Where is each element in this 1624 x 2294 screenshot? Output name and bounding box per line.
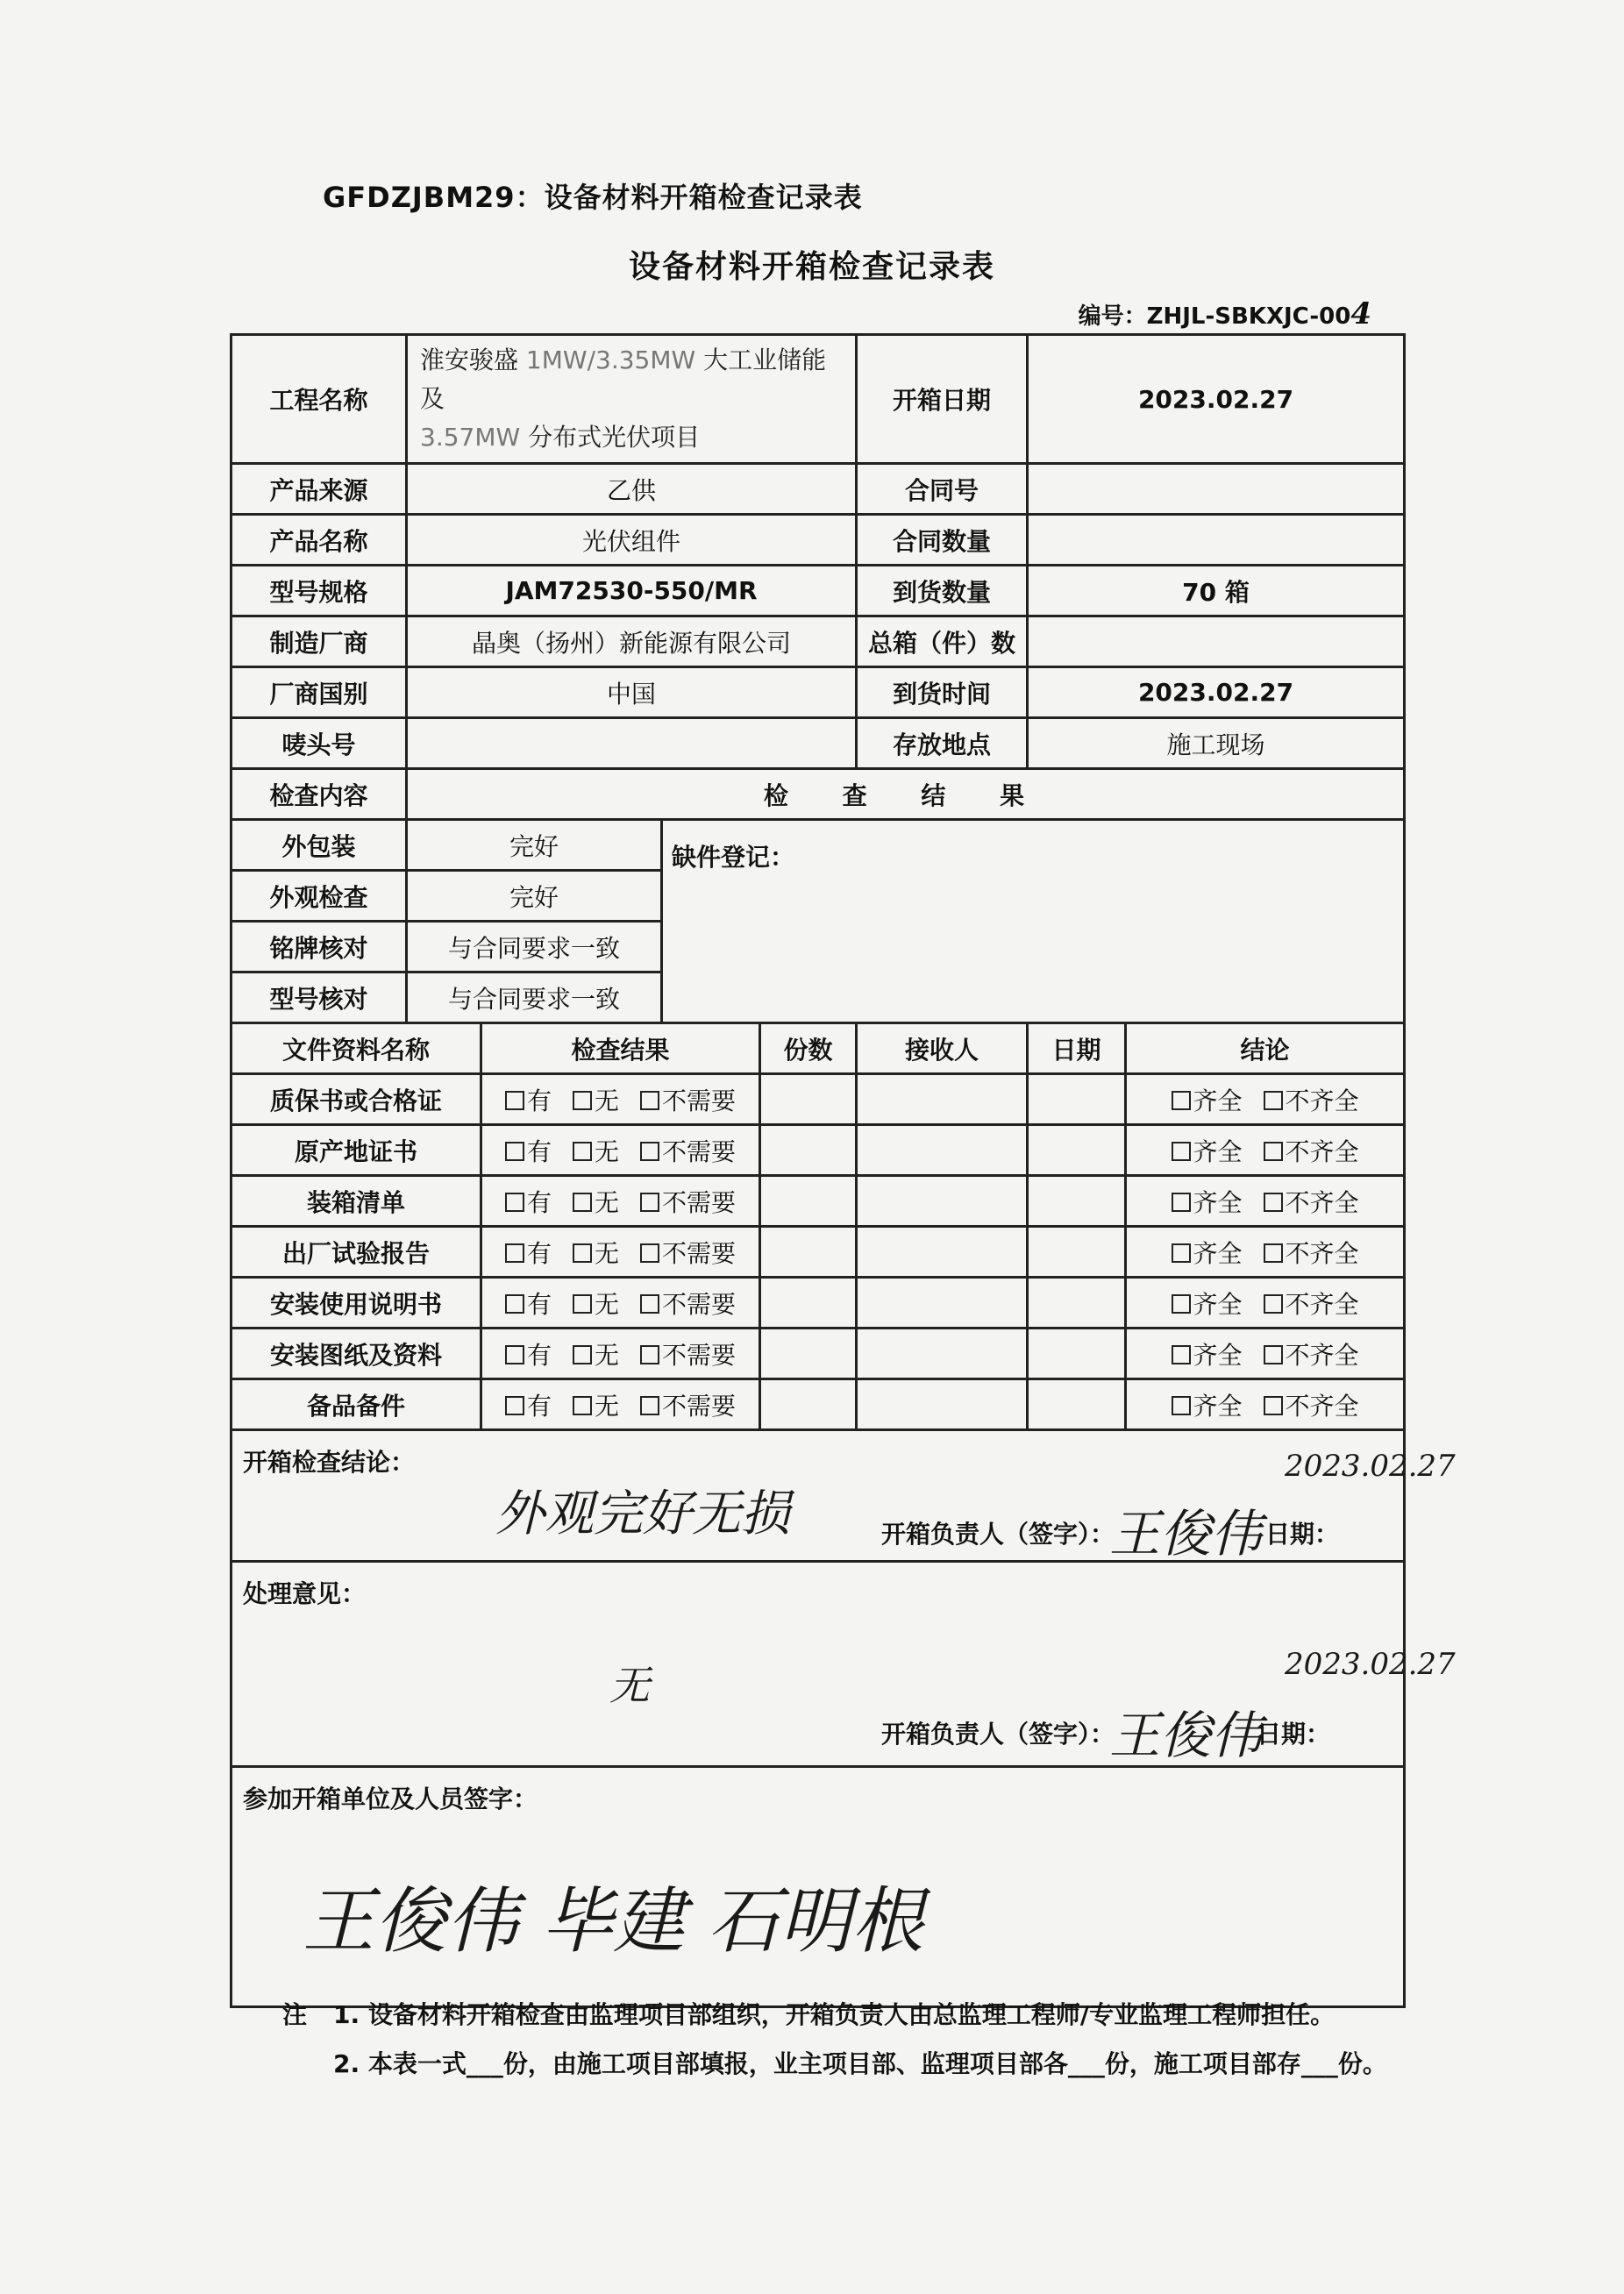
row-country: [231, 667, 1405, 718]
checkbox-icon[interactable]: [1172, 1345, 1191, 1364]
contract-qty-value: [1028, 515, 1405, 566]
option-have[interactable]: [505, 1082, 552, 1117]
document-receiver: [857, 1074, 1028, 1125]
checkbox-icon[interactable]: [640, 1091, 659, 1110]
model-label: 型号规格: [231, 566, 407, 616]
document-receiver: [857, 1176, 1028, 1227]
document-check-result: [481, 1125, 760, 1176]
opinion-block: [231, 1562, 1456, 1767]
serial-value: ZHJL-SBKXJC-00: [1146, 303, 1351, 330]
checkbox-icon[interactable]: [573, 1243, 592, 1263]
storage-value: 施工现场: [1028, 718, 1405, 769]
checkbox-icon[interactable]: [573, 1142, 592, 1161]
option-incomplete-label: 不齐全: [1285, 1289, 1359, 1319]
doc-copies-header: 份数: [760, 1023, 857, 1074]
product-value: 光伏组件: [407, 515, 857, 566]
document-conclusion: [1126, 1125, 1405, 1176]
document-copies: [760, 1125, 857, 1176]
checkbox-icon[interactable]: [1172, 1294, 1191, 1314]
option-incomplete[interactable]: [1264, 1387, 1359, 1422]
note-mark: 注: [282, 2000, 308, 2029]
option-have[interactable]: [505, 1133, 552, 1168]
document-name: 装箱清单: [231, 1176, 481, 1227]
option-have-label: 有: [526, 1340, 552, 1370]
row-model: [231, 566, 1405, 616]
option-incomplete-label: 不齐全: [1285, 1187, 1359, 1217]
option-complete-label: 齐全: [1193, 1086, 1243, 1115]
option-complete[interactable]: [1172, 1387, 1243, 1422]
result-label: 检 查 结 果: [407, 769, 1405, 820]
row-project: [231, 335, 1405, 464]
inspection-item-label: 型号核对: [231, 972, 407, 1023]
country-value: 中国: [407, 667, 857, 718]
checkbox-icon[interactable]: [505, 1142, 524, 1161]
option-have-label: 有: [526, 1289, 552, 1319]
checkbox-icon[interactable]: [640, 1142, 659, 1161]
defect-register: 缺件登记：: [662, 820, 1405, 1023]
document-copies: [760, 1379, 857, 1430]
document-name: 出厂试验报告: [231, 1227, 481, 1278]
checkbox-icon[interactable]: [1264, 1243, 1283, 1263]
row-maker: [231, 616, 1405, 667]
source-label: 产品来源: [231, 464, 407, 515]
note-2: 2. 本表一式___份，由施工项目部填报，业主项目部、监理项目部各___份，施工项目部存___份。: [333, 2049, 1387, 2078]
option-incomplete[interactable]: [1264, 1336, 1359, 1371]
option-have-label: 有: [526, 1086, 552, 1115]
option-complete-label: 齐全: [1193, 1136, 1243, 1166]
option-complete[interactable]: [1172, 1133, 1243, 1168]
conclusion-date-label: 日期：: [1265, 1520, 1340, 1549]
checkbox-icon[interactable]: [1264, 1294, 1283, 1314]
opinion-handwriting: 无: [609, 1662, 650, 1709]
arrival-time-label: 到货时间: [857, 667, 1028, 718]
open-date-label: 开箱日期: [857, 335, 1028, 464]
inspection-form: [230, 333, 1456, 2008]
row-participants: [231, 1767, 1405, 2007]
country-label: 厂商国别: [231, 667, 407, 718]
inspection-item-label: 铭牌核对: [231, 922, 407, 972]
opinion-date-label: 日期：: [1257, 1720, 1331, 1749]
inspection-row: [231, 820, 1405, 871]
option-unneeded-label: 不需要: [662, 1187, 737, 1217]
option-incomplete[interactable]: [1264, 1286, 1359, 1321]
option-unneeded-label: 不需要: [662, 1238, 737, 1268]
row-product: [231, 515, 1405, 566]
document-receiver: [857, 1329, 1028, 1379]
option-have-label: 有: [526, 1391, 552, 1421]
option-unneeded[interactable]: [640, 1082, 736, 1117]
option-incomplete[interactable]: [1264, 1133, 1359, 1168]
option-none-label: 无: [594, 1340, 619, 1370]
checkbox-icon[interactable]: [505, 1243, 524, 1263]
checkbox-icon[interactable]: [1172, 1243, 1191, 1263]
option-complete[interactable]: [1172, 1184, 1243, 1219]
checkbox-icon[interactable]: [573, 1193, 592, 1212]
checkbox-icon[interactable]: [505, 1193, 524, 1212]
open-date-value: 2023.02.27: [1028, 335, 1405, 464]
inspection-item-value: 完好: [407, 820, 662, 871]
option-none-label: 无: [594, 1238, 619, 1268]
document-row: [231, 1329, 1405, 1379]
option-unneeded[interactable]: [640, 1336, 736, 1371]
checkbox-icon[interactable]: [573, 1345, 592, 1364]
option-unneeded-label: 不需要: [662, 1136, 737, 1166]
inspection-item-value: 与合同要求一致: [407, 922, 662, 972]
document-receiver: [857, 1227, 1028, 1278]
document-rows: [231, 1074, 1405, 1430]
arrival-time-value: 2023.02.27: [1028, 667, 1405, 718]
maker-label: 制造厂商: [231, 616, 407, 667]
option-complete[interactable]: [1172, 1082, 1243, 1117]
row-documents-header: [231, 1023, 1405, 1074]
option-none-label: 无: [594, 1187, 619, 1217]
checkbox-icon[interactable]: [640, 1345, 659, 1364]
document-conclusion: [1126, 1329, 1405, 1379]
doc-result-header: 检查结果: [481, 1023, 760, 1074]
option-have-label: 有: [526, 1238, 552, 1268]
option-unneeded[interactable]: [640, 1235, 736, 1270]
checkbox-icon[interactable]: [573, 1091, 592, 1110]
document-row: [231, 1176, 1405, 1227]
option-none[interactable]: [573, 1286, 619, 1321]
document-receiver: [857, 1379, 1028, 1430]
document-check-result: [481, 1176, 760, 1227]
document-check-result: [481, 1074, 760, 1125]
mark-value: [407, 718, 857, 769]
conclusion-handwriting: 外观完好无损: [495, 1485, 790, 1542]
total-boxes-label: 总箱（件）数: [857, 616, 1028, 667]
row-inspection-header: [231, 769, 1405, 820]
document-name: 安装使用说明书: [231, 1278, 481, 1329]
option-complete[interactable]: [1172, 1336, 1243, 1371]
option-none[interactable]: [573, 1235, 619, 1270]
form-title: 设备材料开箱检查记录表: [628, 249, 995, 285]
option-complete-label: 齐全: [1193, 1391, 1243, 1421]
doc-conclusion-header: 结论: [1126, 1023, 1405, 1074]
opinion-label: 处理意见：: [243, 1579, 367, 1608]
conclusion-signature: 王俊伟: [1109, 1504, 1263, 1564]
document-copies: [760, 1278, 857, 1329]
document-conclusion: [1126, 1379, 1405, 1430]
arrival-qty-label: 到货数量: [857, 566, 1028, 616]
option-unneeded[interactable]: [640, 1133, 736, 1168]
inspection-item-value: 完好: [407, 871, 662, 922]
note-1: 1. 设备材料开箱检查由监理项目部组织，开箱负责人由总监理工程师/专业监理工程师担任。: [333, 2000, 1336, 2029]
document-date: [1028, 1074, 1126, 1125]
option-complete-label: 齐全: [1193, 1340, 1243, 1370]
option-complete[interactable]: [1172, 1286, 1243, 1321]
opinion-sign-label: 开箱负责人（签字）：: [881, 1720, 1115, 1749]
total-boxes-value: [1028, 616, 1405, 667]
serial-number: [1079, 296, 1371, 331]
content-label: 检查内容: [231, 769, 407, 820]
option-none[interactable]: [573, 1387, 619, 1422]
document-name: 原产地证书: [231, 1125, 481, 1176]
option-none-label: 无: [594, 1086, 619, 1115]
row-source: [231, 464, 1405, 515]
model-value: JAM72530-550/MR: [407, 566, 857, 616]
option-complete-label: 齐全: [1193, 1238, 1243, 1268]
mark-label: 唛头号: [231, 718, 407, 769]
option-unneeded-label: 不需要: [662, 1086, 737, 1115]
option-have-label: 有: [526, 1187, 552, 1217]
checkbox-icon[interactable]: [573, 1294, 592, 1314]
option-none[interactable]: [573, 1184, 619, 1219]
checkbox-icon[interactable]: [1264, 1396, 1283, 1415]
conclusion-sign-label: 开箱负责人（签字）：: [881, 1520, 1115, 1549]
option-complete[interactable]: [1172, 1235, 1243, 1270]
option-unneeded[interactable]: [640, 1286, 736, 1321]
project-value: 淮安骏盛 1MW/3.35MW 大工业储能及 3.57MW 分布式光伏项目: [407, 335, 857, 464]
serial-hand-digit: 4: [1350, 296, 1371, 331]
document-receiver: [857, 1278, 1028, 1329]
option-incomplete-label: 不齐全: [1285, 1391, 1359, 1421]
document-check-result: [481, 1227, 760, 1278]
conclusion-label: 开箱检查结论：: [243, 1448, 416, 1477]
document-copies: [760, 1227, 857, 1278]
option-incomplete-label: 不齐全: [1285, 1136, 1359, 1166]
checkbox-icon[interactable]: [640, 1193, 659, 1212]
document-receiver: [857, 1125, 1028, 1176]
checkbox-icon[interactable]: [505, 1345, 524, 1364]
option-unneeded[interactable]: [640, 1387, 736, 1422]
option-incomplete-label: 不齐全: [1285, 1238, 1359, 1268]
row-opinion: [231, 1562, 1405, 1767]
document-check-result: [481, 1278, 760, 1329]
product-label: 产品名称: [231, 515, 407, 566]
participants-label: 参加开箱单位及人员签字：: [243, 1785, 538, 1813]
document-date: [1028, 1329, 1126, 1379]
document-row: [231, 1125, 1405, 1176]
conclusion-date-handwriting: 2023.02.27: [1285, 1449, 1456, 1484]
contract-no-value: [1028, 464, 1405, 515]
document-conclusion: [1126, 1176, 1405, 1227]
document-row: [231, 1278, 1405, 1329]
contract-no-label: 合同号: [857, 464, 1028, 515]
arrival-qty-value: 70 箱: [1028, 566, 1405, 616]
option-none[interactable]: [573, 1336, 619, 1371]
checkbox-icon[interactable]: [1172, 1091, 1191, 1110]
option-unneeded[interactable]: [640, 1184, 736, 1219]
option-complete-label: 齐全: [1193, 1289, 1243, 1319]
inspection-item-label: 外观检查: [231, 871, 407, 922]
document-date: [1028, 1176, 1126, 1227]
option-incomplete-label: 不齐全: [1285, 1340, 1359, 1370]
project-label: 工程名称: [231, 335, 407, 464]
option-none-label: 无: [594, 1289, 619, 1319]
doc-code: GFDZJBM29：设备材料开箱检查记录表: [323, 181, 863, 214]
option-incomplete[interactable]: [1264, 1082, 1359, 1117]
document-copies: [760, 1074, 857, 1125]
option-unneeded-label: 不需要: [662, 1340, 737, 1370]
option-have[interactable]: [505, 1184, 552, 1219]
document-conclusion: [1126, 1278, 1405, 1329]
checkbox-icon[interactable]: [505, 1091, 524, 1110]
doc-receiver-header: 接收人: [857, 1023, 1028, 1074]
document-row: [231, 1227, 1405, 1278]
document-check-result: [481, 1379, 760, 1430]
opinion-signature: 王俊伟: [1109, 1706, 1263, 1765]
document-date: [1028, 1227, 1126, 1278]
inspection-item-value: 与合同要求一致: [407, 972, 662, 1023]
option-have[interactable]: [505, 1286, 552, 1321]
participants-signatures: 王俊伟 毕建 石明根: [303, 1880, 924, 1963]
option-have[interactable]: [505, 1235, 552, 1270]
participants-block: [231, 1767, 1405, 2007]
checkbox-icon[interactable]: [1172, 1396, 1191, 1415]
conclusion-block: [231, 1430, 1456, 1564]
option-incomplete[interactable]: [1264, 1235, 1359, 1270]
document-check-result: [481, 1329, 760, 1379]
checkbox-icon[interactable]: [640, 1396, 659, 1415]
checkbox-icon[interactable]: [1264, 1091, 1283, 1110]
option-unneeded-label: 不需要: [662, 1289, 737, 1319]
option-complete-label: 齐全: [1193, 1187, 1243, 1217]
doc-name-header: 文件资料名称: [231, 1023, 481, 1074]
document-copies: [760, 1176, 857, 1227]
document-name: 质保书或合格证: [231, 1074, 481, 1125]
document-row: [231, 1379, 1405, 1430]
document-row: [231, 1074, 1405, 1125]
checkbox-icon[interactable]: [1172, 1193, 1191, 1212]
checkbox-icon[interactable]: [640, 1243, 659, 1263]
checkbox-icon[interactable]: [640, 1294, 659, 1314]
checkbox-icon[interactable]: [505, 1396, 524, 1415]
row-mark: [231, 718, 1405, 769]
contract-qty-label: 合同数量: [857, 515, 1028, 566]
document-copies: [760, 1329, 857, 1379]
option-incomplete[interactable]: [1264, 1184, 1359, 1219]
checkbox-icon[interactable]: [505, 1294, 524, 1314]
option-have[interactable]: [505, 1336, 552, 1371]
storage-label: 存放地点: [857, 718, 1028, 769]
document-name: 备品备件: [231, 1379, 481, 1430]
option-unneeded-label: 不需要: [662, 1391, 737, 1421]
document-conclusion: [1126, 1074, 1405, 1125]
checkbox-icon[interactable]: [1172, 1142, 1191, 1161]
option-have-label: 有: [526, 1136, 552, 1166]
document-date: [1028, 1125, 1126, 1176]
checkbox-icon[interactable]: [573, 1396, 592, 1415]
option-incomplete-label: 不齐全: [1285, 1086, 1359, 1115]
maker-value: 晶奥（扬州）新能源有限公司: [407, 616, 857, 667]
option-have[interactable]: [505, 1387, 552, 1422]
option-none[interactable]: [573, 1082, 619, 1117]
document-conclusion: [1126, 1227, 1405, 1278]
option-none-label: 无: [594, 1391, 619, 1421]
footnotes: [282, 1991, 1387, 2089]
checkbox-icon[interactable]: [1264, 1142, 1283, 1161]
checkbox-icon[interactable]: [1264, 1193, 1283, 1212]
opinion-date-handwriting: 2023.02.27: [1285, 1647, 1456, 1682]
document-date: [1028, 1278, 1126, 1329]
document-name: 安装图纸及资料: [231, 1329, 481, 1379]
option-none-label: 无: [594, 1136, 619, 1166]
document-date: [1028, 1379, 1126, 1430]
doc-date-header: 日期: [1028, 1023, 1126, 1074]
option-none[interactable]: [573, 1133, 619, 1168]
source-value: 乙供: [407, 464, 857, 515]
row-conclusion: [231, 1430, 1405, 1562]
inspection-item-label: 外包装: [231, 820, 407, 871]
serial-label: 编号：: [1078, 303, 1147, 330]
checkbox-icon[interactable]: [1264, 1345, 1283, 1364]
